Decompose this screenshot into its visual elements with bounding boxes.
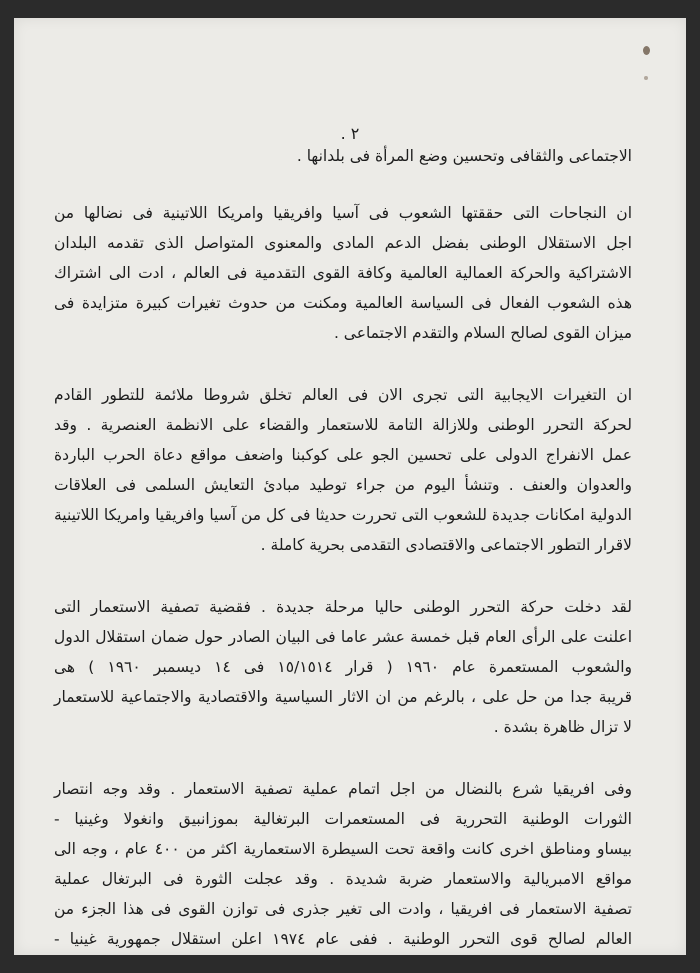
text-line: مواقع الامبريالية والاستعمار ضربة شديدة . وقد عجلت الثورة فى البرتغال عملية <box>54 870 632 888</box>
text-line: اعلنت على الرأى العام قبل خمسة عشر عاما فى البيان الصادر حول ضمان استقلال الدول <box>54 628 632 646</box>
page-number: ٢ . <box>340 124 360 143</box>
text-line: وفى افريقيا شرع بالنضال من اجل اتمام عملية تصفية الاستعمار . وقد وجه انتصار <box>54 780 632 798</box>
text-line: عمل الانفراج الدولى على تحسين الجو على كوكبنا واضعف مواقع دعاة الحرب الباردة <box>54 446 632 464</box>
text-line: تصفية الاستعمار فى افريقيا ، وادت الى تغير جذرى فى توازن القوى فى هذا الجزء من <box>54 900 632 918</box>
text-line: والشعوب المستعمرة عام ١٩٦٠ ( قرار ١٥/١٥١٤ فى ١٤ ديسمبر ١٩٦٠ ) هى <box>54 658 632 676</box>
continued-line: الاجتماعى والثقافى وتحسين وضع المرأة فى بلدانها . <box>296 147 632 165</box>
text-line: لحركة التحرر الوطنى وللازالة التامة للاستعمار والقضاء على الانظمة العنصرية . وقد <box>54 416 632 434</box>
text-line: والعدوان والعنف . وتنشأ اليوم من جراء توطيد مبادئ التعايش السلمى فى العلاقات <box>54 476 632 494</box>
paragraph-4 <box>54 774 632 954</box>
text-line: اجل الاستقلال الوطنى بفضل الدعم المادى والمعنوى المتواصل الذى تقدمه البلدان <box>54 234 632 252</box>
paragraph-1 <box>54 198 632 348</box>
text-line: الدولية امكانات جديدة للشعوب التى تحررت حديثا فى كل من آسيا وافريقيا وامريكا اللاتينية <box>54 506 632 524</box>
document-body <box>54 112 632 954</box>
text-line: بيساو ومناطق اخرى كانت واقعة تحت السيطرة الاستعمارية اكثر من ٤٠٠ عام ، وجه الى <box>54 840 632 858</box>
text-line: هذه الشعوب الفعال فى السياسة العالمية ومكنت من حدوث تغيرات كبيرة متزايدة فى <box>54 294 632 312</box>
text-line: ميزان القوى لصالح السلام والتقدم الاجتماعى . <box>333 324 632 342</box>
text-line: لاقرار التطور الاجتماعى والاقتصادى التقدمى بحرية كاملة . <box>260 536 632 554</box>
text-line: الثورات الوطنية التحررية فى المستعمرات البرتغالية بموزانبيق وانغولا وغينيا - <box>54 810 632 828</box>
text-line: ان النجاحات التى حققتها الشعوب فى آسيا وافريقيا وامريكا اللاتينية فى نضالها من <box>54 204 632 222</box>
paper-speck-mark <box>644 76 648 80</box>
text-line: قريبة جدا من حل على ، بالرغم من ان الاثار السياسية والاقتصادية والاجتماعية للاستعمار <box>54 688 632 706</box>
text-line: لقد دخلت حركة التحرر الوطنى حاليا مرحلة جديدة . فقضية تصفية الاستعمار التى <box>54 598 632 616</box>
text-line: ان التغيرات الايجابية التى تجرى الان فى العالم تخلق شروطا ملائمة للتطور القادم <box>54 386 632 404</box>
punch-hole-mark <box>643 46 650 55</box>
text-line: الاشتراكية والحركة العمالية العالمية وكافة القوى التقدمية فى العالم ، ادت الى اشتراك <box>54 264 632 282</box>
text-line: لا تزال ظاهرة بشدة . <box>493 718 632 736</box>
text-line: العالم لصالح قوى التحرر الوطنية . ففى عام ١٩٧٤ اعلن استقلال جمهورية غينيا - <box>54 930 632 948</box>
paragraph-2 <box>54 380 632 560</box>
paragraph-3 <box>54 592 632 742</box>
